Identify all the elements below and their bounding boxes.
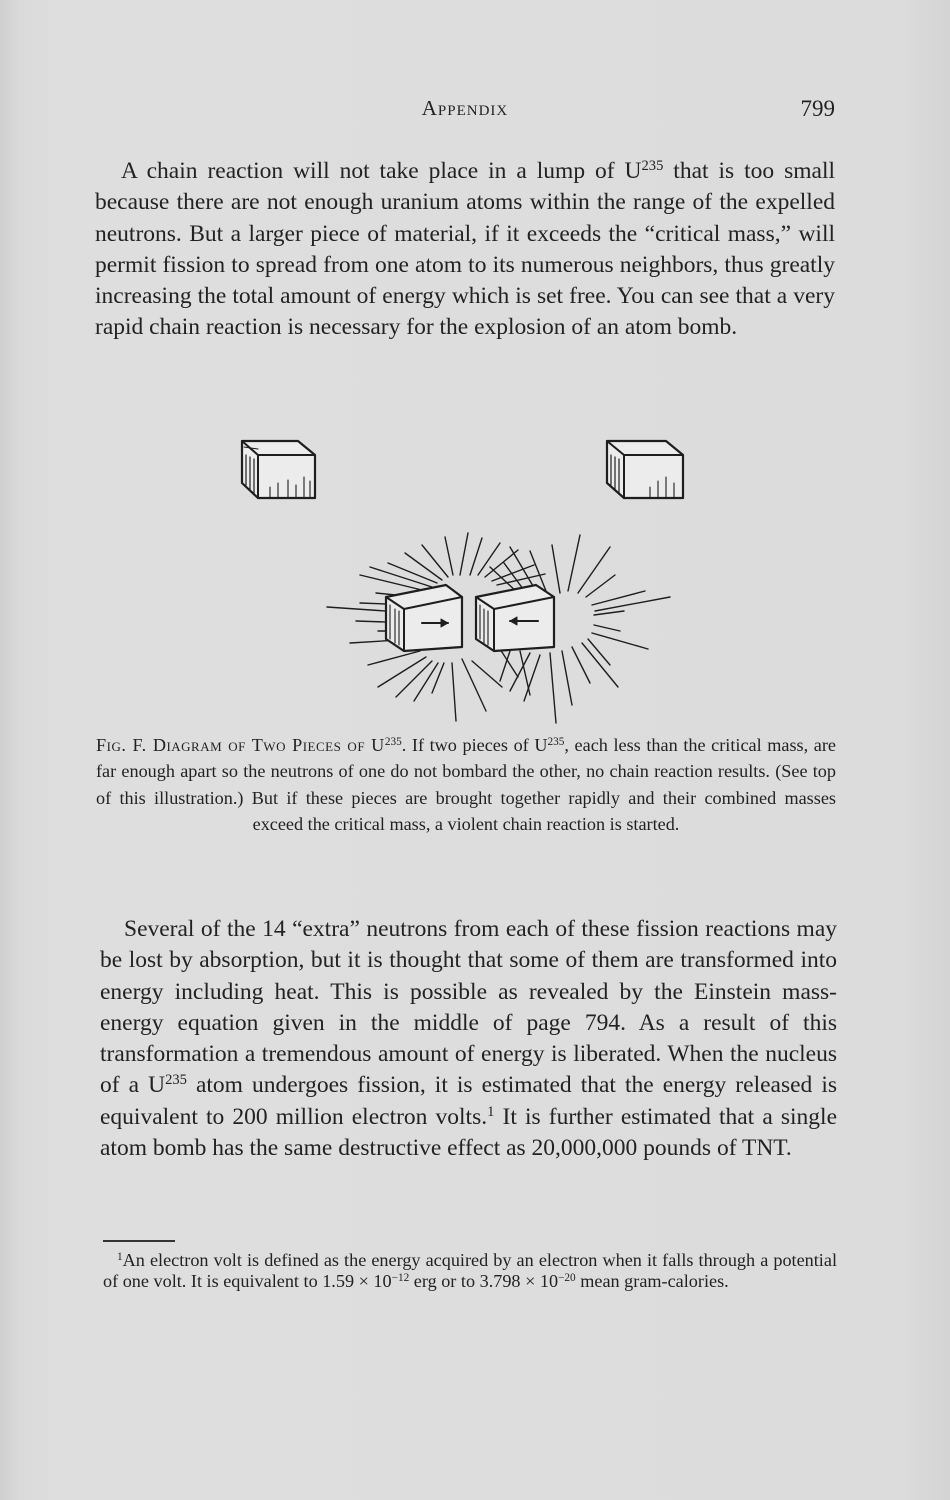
page-header (95, 96, 835, 126)
paragraph-energy-release (100, 914, 837, 1164)
isotope-superscript: 235 (641, 158, 664, 174)
separate-cube-right (607, 441, 683, 498)
page-number: 799 (800, 96, 835, 121)
paragraph1-text-b: that is too small because there are not enough uranium atoms within the range of the expelled neutrons. But a larger piece of material, if it exceeds the “critical mass,” will permit fission to spread from one atom to its numerous neighbors, thus greatly increasing the total amount of energy which is set free. You can see that a very rapid chain reaction is necessary for the explosion of an atom bomb. (95, 158, 835, 341)
footnote-reference: 1 (487, 1103, 495, 1120)
fission-diagram-svg (200, 425, 740, 735)
caption-text-a: . If two pieces of U (401, 735, 548, 755)
footnote-rule (103, 1240, 175, 1242)
running-head: Appendix (421, 96, 509, 120)
paragraph2-text-a: Several of the 14 “extra” neutrons from each of these fission reactions may be lost by absorption, but it is thought that some of them are transformed into energy including heat. This is possible as revealed by the Einstein mass-energy equation given in the middle of page 794. As a result of this transformation a tremendous amount of energy is liberated. When the nucleus of a U (100, 916, 837, 1099)
figure-caption (96, 732, 836, 838)
isotope-superscript-2: 235 (165, 1072, 187, 1089)
figure-label: Fig. F. Diagram of Two Pieces of U (96, 735, 385, 755)
paragraph2-text-b: atom undergoes fission, it is estimated that the energy released is equivalent to 200 million electron volts. (100, 1072, 837, 1130)
footnote-text-b: erg or to 3.798 × 10 (409, 1270, 559, 1291)
paragraph2-text-c: It is further estimated that a single atom bomb has the same destructive effect as 20,000,000 pounds of TNT. (100, 1103, 838, 1162)
caption-text-b: , each less than the critical mass, are far enough apart so the neutrons of one do not bombard the other, no chain reaction results. (See top of this illustration.) But if these pieces are brought together rapidly and their combined masses exceed the critical mass, a violent chain reaction is started. (96, 735, 836, 835)
paragraph-chain-reaction (95, 156, 835, 344)
footnote-marker: 1 (117, 1250, 123, 1263)
figure-two-pieces-diagram (200, 425, 740, 735)
figure-label-superscript: 235 (384, 735, 402, 748)
footnote-exponent-2: −20 (558, 1271, 576, 1284)
footnote-text-c: mean gram-calories. (575, 1270, 729, 1291)
caption-superscript: 235 (547, 735, 565, 748)
colliding-cube-left (386, 585, 462, 651)
footnote (103, 1250, 837, 1291)
paragraph1-text-a: A chain reaction will not take place in a lump of U (121, 158, 642, 184)
footnote-text-a: An electron volt is defined as the energy acquired by an electron when it falls through a potential of one volt. It is equivalent to 1.59 × 10 (103, 1250, 837, 1291)
footnote-exponent-1: −12 (391, 1271, 410, 1284)
separate-cube-left (242, 441, 315, 498)
